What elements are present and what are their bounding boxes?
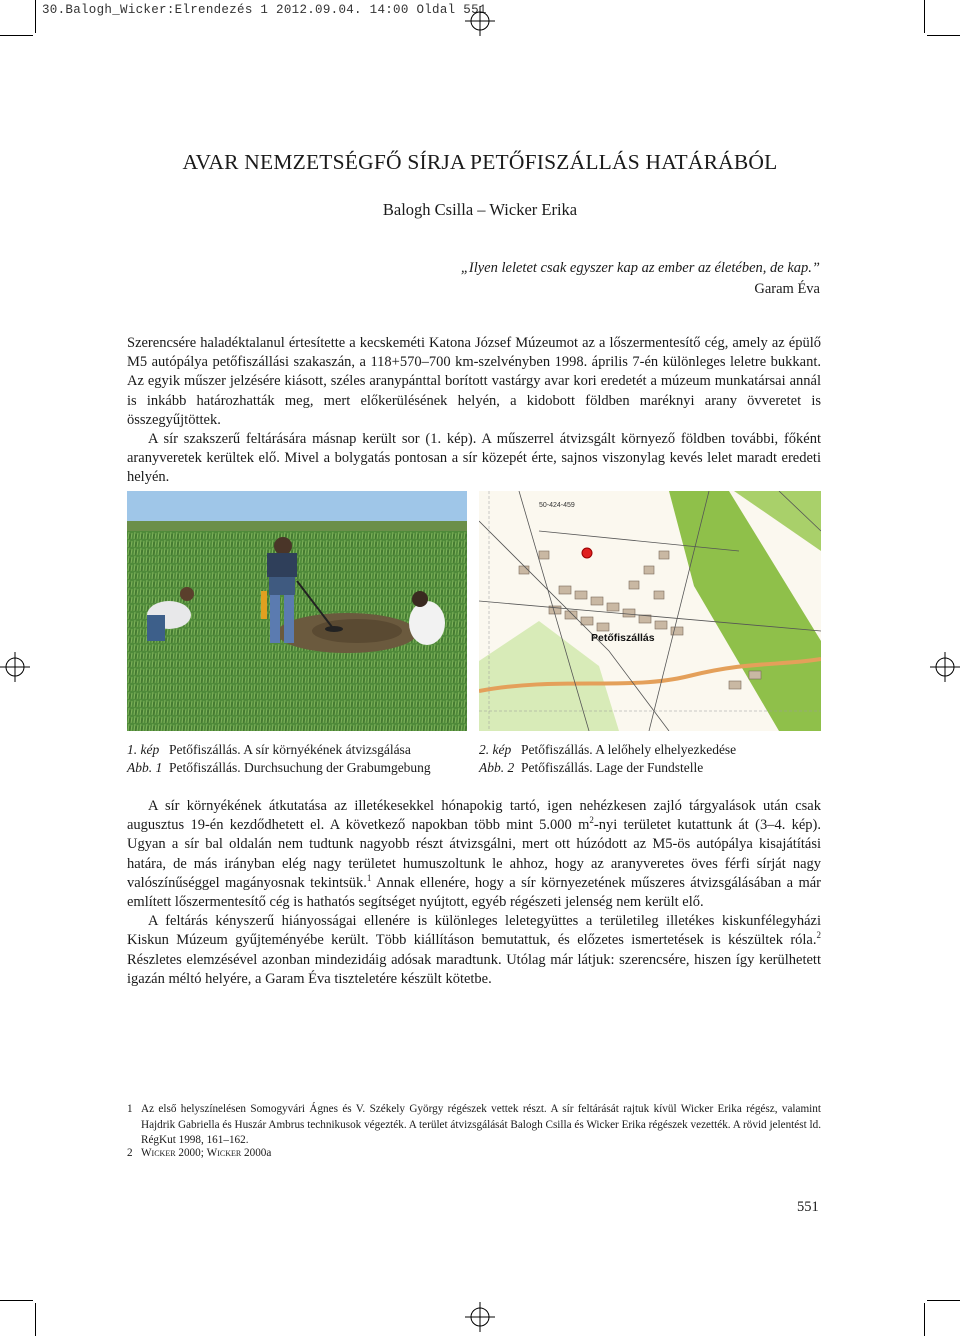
- map-label: Petőfiszállás: [591, 632, 655, 644]
- article-authors: Balogh Csilla – Wicker Erika: [382, 200, 578, 219]
- caption-number: Abb. 1: [127, 760, 163, 775]
- footnote-ref[interactable]: 1: [366, 872, 372, 883]
- crop-mark: [35, 1303, 36, 1336]
- crop-mark: [0, 1300, 33, 1301]
- motto: [461, 258, 820, 300]
- article-title: AVAR NEMZETSÉGFŐ SÍRJA PETŐFISZÁLLÁS HATÁRÁBÓL: [182, 150, 778, 174]
- body-text-bottom: [127, 797, 821, 989]
- page-number: 551: [797, 1199, 819, 1215]
- footnote-number: 1: [127, 1103, 133, 1115]
- find-location-marker-icon: [582, 548, 592, 558]
- crop-mark: [0, 35, 33, 36]
- caption-text: Petőfiszállás. Durchsuchung der Grabumgebung: [169, 760, 431, 775]
- crop-mark: [927, 1300, 960, 1301]
- caption-number: 2. kép: [479, 742, 512, 757]
- registration-mark-icon: [930, 652, 960, 682]
- footnote-2: [127, 1146, 821, 1162]
- caption-text: Petőfiszállás. Lage der Fundstelle: [521, 760, 704, 775]
- registration-mark-icon: [465, 6, 495, 36]
- caption-text: Petőfiszállás. A sír környékének átvizsgálása: [169, 742, 411, 757]
- map-code: 50-424-459: [539, 502, 575, 509]
- footnote-number: 2: [127, 1147, 133, 1159]
- caption-number: Abb. 2: [479, 760, 515, 775]
- registration-mark-icon: [465, 1302, 495, 1332]
- crop-mark: [927, 35, 960, 36]
- caption-number: 1. kép: [127, 742, 160, 757]
- paragraph: A sír környékének átkutatása az illetékesekkel hónapokig tartó, igen nehézkesen zajló tárgyalások után csak augusztus 19-én kezdődhetett el. A következő napokban több mint 5.000 $m^2$-nyi területet kutattunk át (3–4. kép). Ugyan a sír bal oldalán nem tudtunk nagyobb részt átvizsgálni, mert ott húzódott az M5-ös autópálya kisajátítási határa, de más irányban elég nagy területet humuszoltunk le ahhoz, hogy az aranyveretes öves férfi sírját nagy valószínűséggel magányosnak tekintsük.$^1$ Annak ellenére, hogy a sír környezetének műszeres átvizsgálásában a már említett lőszermentesítő cég is hathatós segítséget nyújtott, egyéb régészeti jelenség nem került elő.: [127, 798, 822, 911]
- footnote-text: Az első helyszínelésen Somogyvári Ágnes és V. Székely György régészek vettek részt. A sír feltárását rajtuk kívül Wicker Erika régész, valamint Hajdrik Gabriella és Huszár Ambrus technikusok végezték. A terület átvizsgálását Balogh Csilla és Wicker Erika régészek vezették. A rövid jelentést ld. RégKut 1998, 161–162.: [141, 1103, 822, 1146]
- paragraph: A sír szakszerű feltárására másnap került sor (1. kép). A műszerrel átvizsgált környező földben további, főként aranyveretek kerültek elő. Mivel a bolygatás pontosan a sír közepét érte, sajnos viszonylag kevés lelet maradt eredeti helyén.: [127, 431, 821, 486]
- crop-mark: [924, 1303, 925, 1336]
- footnote-ref[interactable]: 2: [816, 930, 821, 941]
- body-text-top: [127, 334, 821, 488]
- figure-2-caption: [479, 741, 736, 777]
- footnote-text: Wicker 2000; Wicker 2000a: [141, 1147, 272, 1159]
- crop-mark: [35, 0, 36, 33]
- figure-2-map: [479, 491, 821, 731]
- paragraph: Szerencsére haladéktalanul értesítette a kecskeméti Katona József Múzeumot az a lőszermentesítő cég, amely az épülő M5 autópálya petőfiszállási szakaszán, a 118+570–700 km-szelvényben 1998. április 7-én különleges leletre bukkant. Az egyik műszer jelzésére kiásott, széles aranypánttal borított vastárgy avar kori eredetét a múzeum munkatársai annál is inkább határozhatták meg, mert előkerülésének helyén, a kidobott földben maréknyi arany övveretet is összegyűjtöttek.: [127, 335, 821, 428]
- caption-text: Petőfiszállás. A lelőhely elhelyezkedése: [521, 742, 737, 757]
- paragraph: A feltárás kényszerű hiányosságai ellenére is különleges leletegyüttes a területileg illetékes kiskunfélegyházi Kiskun Múzeum gyűjteményébe került. Több kiállításon bemutattuk, és előzetes ismertetések is készültek róla.$^2$ Részletes elemzésével azonban mindezidáig adósak maradtunk. Utólag már látjuk: szerencsére, hiszen így kerülhetett igazán méltó helyére, a Garam Éva tiszteletére készült kötetbe.: [127, 913, 821, 987]
- figure-1-caption: [127, 741, 431, 777]
- figure-1-photo: [127, 491, 467, 731]
- print-slug: 30.Balogh_Wicker:Elrendezés 1 2012.09.04. 14:00 Oldal 551: [42, 3, 487, 17]
- crop-mark: [924, 0, 925, 33]
- motto-quote: „Ilyen leletet csak egyszer kap az ember az életében, de kap.”: [460, 260, 820, 276]
- motto-author: Garam Éva: [754, 281, 820, 297]
- registration-mark-icon: [0, 652, 30, 682]
- footnote-1: [127, 1102, 821, 1149]
